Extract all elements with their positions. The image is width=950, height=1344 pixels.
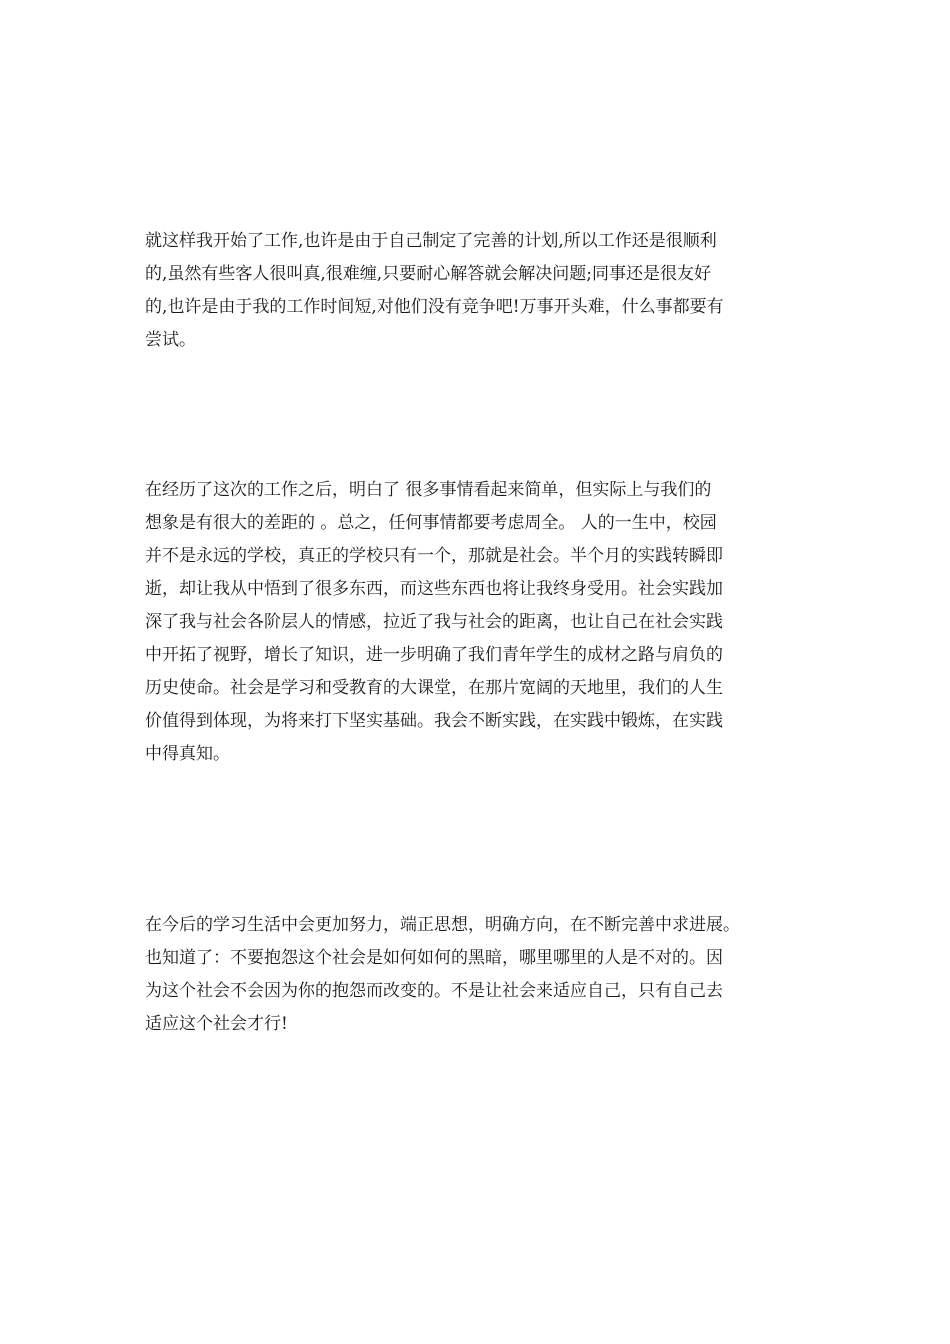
text-line: 历史使命。社会是学习和受教育的大课堂，在那片宽阔的天地里，我们的人生 [145, 678, 723, 698]
text-line: 在今后的学习生活中会更加努力，端正思想，明确方向，在不断完善中求进展。 [145, 915, 740, 935]
text-line: 中得真知。 [145, 744, 230, 764]
paragraph-future [145, 909, 845, 1041]
paragraph-reflection [145, 474, 845, 771]
text-line: 想象是有很大的差距的 。总之，任何事情都要考虑周全。 人的一生中，校园 [145, 513, 717, 533]
text-line: 尝试。 [145, 330, 196, 350]
text-line: 就这样我开始了工作,也许是由于自己制定了完善的计划,所以工作还是很顺利 [145, 231, 717, 251]
text-line: 价值得到体现，为将来打下坚实基础。我会不断实践，在实践中锻炼，在实践 [145, 711, 723, 731]
text-line: 逝，却让我从中悟到了很多东西，而这些东西也将让我终身受用。社会实践加 [145, 579, 723, 599]
text-line: 中开拓了视野，增长了知识，进一步明确了我们青年学生的成材之路与肩负的 [145, 645, 723, 665]
text-line: 在经历了这次的工作之后，明白了 很多事情看起来简单，但实际上与我们的 [145, 480, 712, 500]
paragraph-work-start [145, 225, 845, 357]
text-line: 并不是永远的学校，真正的学校只有一个，那就是社会。半个月的实践转瞬即 [145, 546, 723, 566]
text-line: 适应这个社会才行! [145, 1014, 288, 1034]
text-line: 也知道了：不要抱怨这个社会是如何如何的黑暗，哪里哪里的人是不对的。因 [145, 948, 723, 968]
text-line: 的,虽然有些客人很叫真,很难缠,只要耐心解答就会解决问题;同事还是很友好 [145, 264, 711, 284]
text-line: 深了我与社会各阶层人的情感，拉近了我与社会的距离，也让自己在社会实践 [145, 612, 723, 632]
text-line: 的,也许是由于我的工作时间短,对他们没有竞争吧!万事开头难，什么事都要有 [145, 297, 724, 317]
text-line: 为这个社会不会因为你的抱怨而改变的。不是让社会来适应自己，只有自己去 [145, 981, 723, 1001]
